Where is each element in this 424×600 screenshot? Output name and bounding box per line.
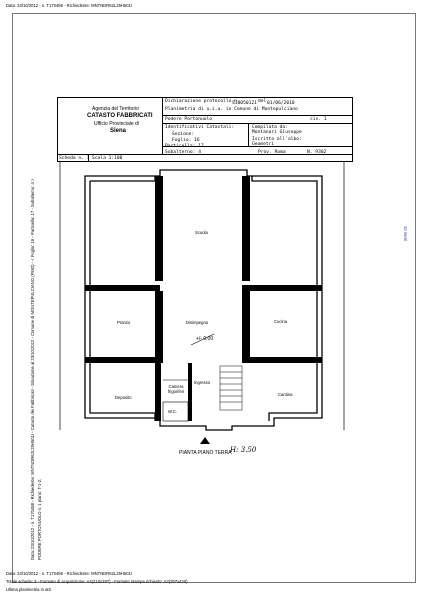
- albo: Geometri: [252, 142, 275, 147]
- address-line: Podere Portonuolo: [165, 117, 213, 122]
- left-vertical-caption: Data: 23/10/2012 - n. T170488 - Richiedente: MNTNDR62L25H501I - Catasto dei Fabbricati - Situazione al 23/10/2012 - Comune di MONTEPULCIANO (F592) - < Foglio: 16 - Particella: 17 - Subalterno: 4 >: [30, 178, 35, 560]
- footer-line-1: Data: 23/10/2012 - n. T170488 - Richiedente: MNTNDR62L25H501I: [6, 571, 133, 576]
- scheda: Scheda n. 1: [59, 156, 90, 161]
- n-iscrizione: N. 9302: [307, 150, 327, 155]
- stair: [220, 366, 242, 410]
- compilata-label: Compilata da:: [252, 125, 288, 130]
- protocol-date: 01/06/2010: [267, 101, 295, 106]
- protocol-del: del: [258, 99, 267, 104]
- outer-walls: [85, 170, 322, 430]
- entrance-arrow: [200, 437, 210, 444]
- dimension-lines: [60, 162, 344, 430]
- room-label-8: Camera frigoriferi: [167, 384, 185, 394]
- compilatore: Montanari Giuseppe: [252, 130, 302, 135]
- room-label-5: Deposito: [115, 395, 132, 400]
- ufficio-label: Ufficio Provinciale di: [94, 121, 139, 127]
- room-label-6: Cantina: [278, 392, 293, 397]
- protocol-number: SI0050121: [232, 101, 257, 106]
- room-label-2: Pranzo: [117, 320, 131, 325]
- plan-height: H: 3.50: [230, 446, 257, 454]
- room-label-7: Ingresso: [194, 380, 211, 385]
- room-label-1: Scuola: [195, 230, 208, 235]
- planimetria-line: Planimetria di u.i.u. in Comune di Montepulciano: [165, 107, 298, 112]
- footer-line-2: Totale schede: 3 - Formato di acquisizione: A4(210x297) - Formato stampa richiesto: A3(297x420): [6, 579, 188, 584]
- subalterno: Subalterno: 4: [165, 150, 201, 155]
- civic-number: civ. 1: [310, 117, 327, 122]
- protocol-label: Dichiarazione protocollo n.: [165, 99, 240, 104]
- iscritto-label: Iscritto all'albo:: [252, 137, 302, 142]
- footer-line-3: Ultima planimetria in atti: [6, 587, 51, 592]
- agency-name: Agenzia del Territorio: [92, 106, 139, 112]
- catasto-title: CATASTO FABBRICATI: [87, 113, 153, 119]
- top-request-line: Data: 23/10/2012 - n. T170488 - Richiedente: MNTNDR62L25H501I: [6, 3, 133, 8]
- particella: Particella: 17: [165, 144, 204, 149]
- sezione: Sezione:: [172, 132, 195, 137]
- scale-bar-label: 10 metri: [403, 226, 408, 242]
- ident-title: Identificativi Catastali:: [165, 125, 235, 130]
- room-label-9: W.C.: [168, 409, 178, 414]
- foglio: Foglio: 16: [172, 138, 200, 143]
- left-vertical-caption-2: PODERE PORTONUOLO n. 1 piano: T-1-2;: [37, 478, 42, 560]
- scala: Scala 1:100: [92, 156, 123, 161]
- provincia: Prov. Roma: [258, 150, 286, 155]
- plan-title: PIANTA PIANO TERRA: [179, 450, 232, 456]
- room-label-4: Cucina: [274, 319, 288, 324]
- room-label-3: Disimpegno: [186, 320, 209, 325]
- ufficio-city: Siena: [110, 128, 127, 134]
- level-mark: +/- 0.00: [196, 336, 214, 342]
